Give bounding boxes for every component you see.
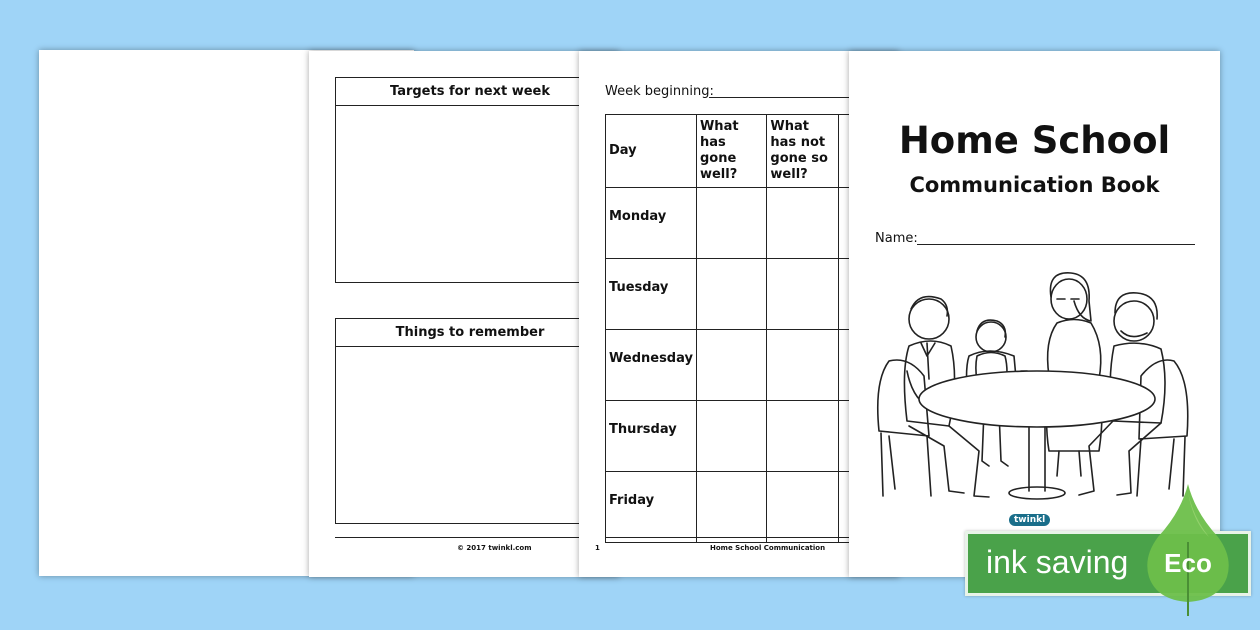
header-day: Day xyxy=(606,115,697,188)
page-number: 1 xyxy=(595,544,600,552)
name-label: Name: xyxy=(875,231,918,246)
day-cell: Wednesday xyxy=(606,330,697,401)
header-gone-well: What has gone well? xyxy=(696,115,766,188)
name-line xyxy=(917,244,1195,245)
remember-box xyxy=(335,318,619,524)
footer-title: Home School Communication xyxy=(710,544,826,552)
header-not-gone-well: What has not gone so well? xyxy=(767,115,839,188)
table-cell xyxy=(767,401,839,472)
cover-title: Home School xyxy=(898,119,1171,162)
day-cell: Tuesday xyxy=(606,259,697,330)
footer-divider xyxy=(335,537,619,538)
day-cell: Friday xyxy=(606,472,697,543)
targets-page xyxy=(309,51,619,577)
ink-saving-text: ink saving xyxy=(986,544,1129,580)
eco-leaf-icon xyxy=(1143,482,1233,618)
targets-box xyxy=(335,77,619,283)
table-cell xyxy=(696,188,766,259)
week-beginning-label: Week beginning: xyxy=(605,84,714,99)
day-cell: Thursday xyxy=(606,401,697,472)
cover-subtitle: Communication Book xyxy=(909,173,1160,197)
targets-heading: Targets for next week xyxy=(336,78,619,106)
table-cell xyxy=(767,330,839,401)
remember-heading: Things to remember xyxy=(336,319,619,347)
table-cell xyxy=(767,188,839,259)
table-cell xyxy=(696,330,766,401)
table-cell xyxy=(696,259,766,330)
table-cell xyxy=(767,259,839,330)
eco-label: Eco xyxy=(1164,548,1212,578)
twinkl-logo: twinkl xyxy=(1009,514,1050,526)
table-cell xyxy=(696,472,766,543)
table-cell xyxy=(696,401,766,472)
table-cell xyxy=(767,472,839,543)
day-cell: Monday xyxy=(606,188,697,259)
family-table-illustration xyxy=(869,261,1199,511)
copyright-text: © 2017 twinkl.com xyxy=(457,544,532,552)
